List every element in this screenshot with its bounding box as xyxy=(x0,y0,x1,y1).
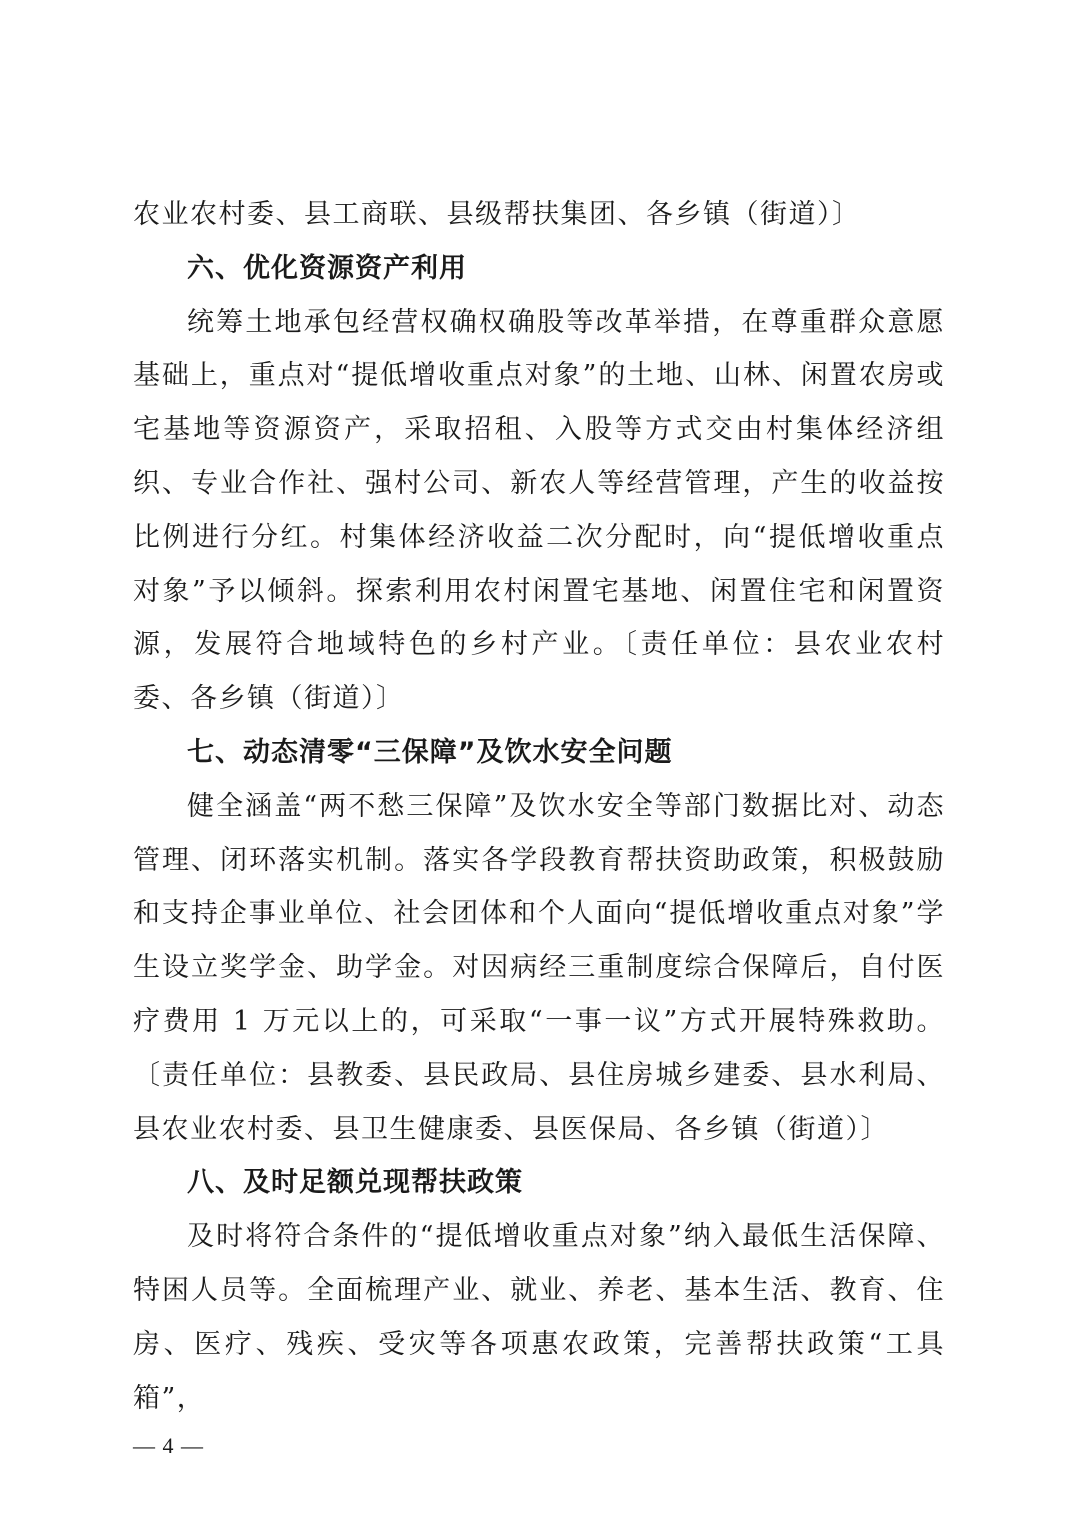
section-heading-7: 七、动态清零“三保障”及饮水安全问题 xyxy=(187,736,673,768)
section-paragraph-6 xyxy=(133,296,945,726)
section-paragraph-8 xyxy=(133,1210,945,1425)
section-body-6: 统筹土地承包经营权确权确股等改革举措，在尊重群众意愿基础上，重点对“提低增收重点对象”的土地、山林、闲置农房或宅基地等资源资产，采取招租、入股等方式交由村集体经济组织、专业合作社、强村公司、新农人等经营管理，产生的收益按比例进行分红。村集体经济收益二次分配时，向“提低增收重点对象”予以倾斜。探索利用农村闲置宅基地、闲置住宅和闲置资源，发展符合地域特色的乡村产业。 xyxy=(133,306,945,661)
section-heading-6: 六、优化资源资产利用 xyxy=(187,252,467,284)
section-body-7: 健全涵盖“两不愁三保障”及饮水安全等部门数据比对、动态管理、闭环落实机制。落实各学段教育帮扶资助政策，积极鼓励和支持企事业单位、社会团体和个人面向“提低增收重点对象”学生设立奖学金、助学金。对因病经三重制度综合保障后，自付医疗费用 1 万元以上的，可采取“一事一议”方式开展特殊救助。 xyxy=(133,790,945,1037)
continued-responsibility-line: 农业农村委、县工商联、县级帮扶集团、各乡镇（街道）〕 xyxy=(133,199,861,230)
section-heading-8: 八、及时足额兑现帮扶政策 xyxy=(187,1167,523,1199)
section-responsibility-6: 〔责任单位：县农业农村委、各乡镇（街道）〕 xyxy=(133,629,946,715)
section-body-8: 及时将符合条件的“提低增收重点对象”纳入最低生活保障、特困人员等。全面梳理产业、就业、养老、基本生活、教育、住房、医疗、残疾、受灾等各项惠农政策，完善帮扶政策“工具箱”， xyxy=(133,1221,945,1414)
section-responsibility-7: 〔责任单位：县教委、县民政局、县住房城乡建委、县水利局、县农业农村委、县卫生健康委、县医保局、各乡镇（街道）〕 xyxy=(133,1059,945,1145)
section-paragraph-7 xyxy=(133,780,945,1157)
page-number: — 4 — xyxy=(133,1433,204,1458)
document-body xyxy=(133,188,945,1425)
